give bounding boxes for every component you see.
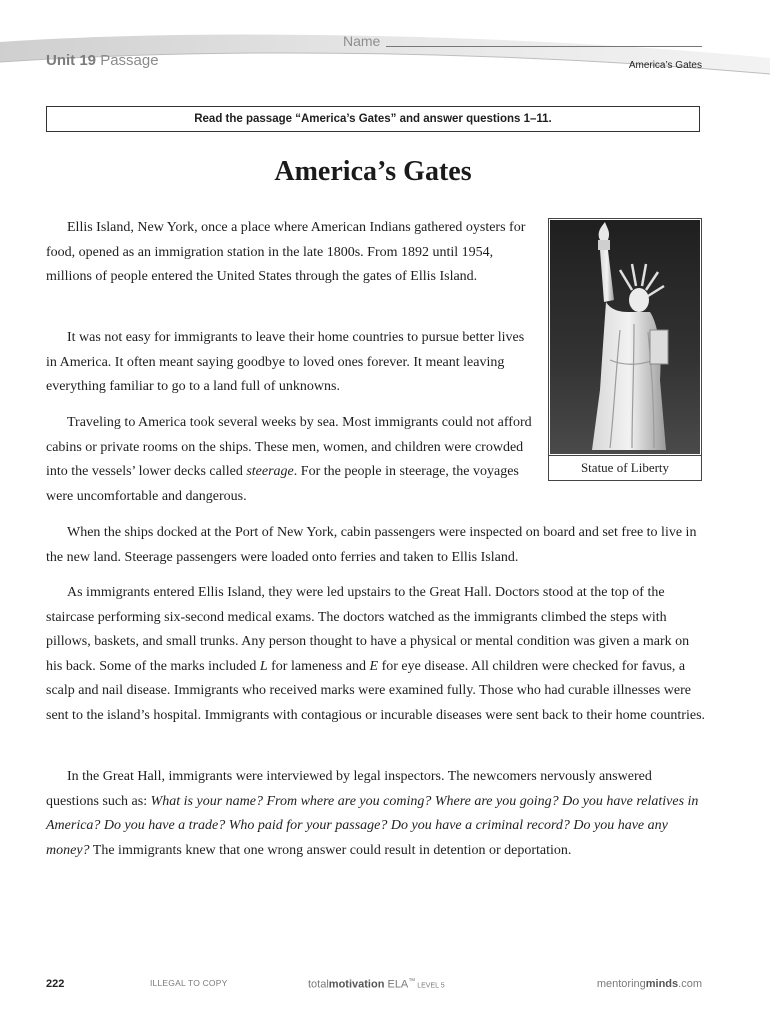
page-title: America’s Gates [274,156,472,187]
website-link[interactable]: mentoringminds.com [596,978,702,990]
paragraph-4: When the ships docked at the Port of New York, cabin passengers were inspected on board and set free to live in the new land. Steerage passengers were loaded onto ferries and taken to Ellis Island. [46,525,697,565]
paragraph-5: As immigrants entered Ellis Island, they were led upstairs to the Great Hall. Doctors stood at the top of the staircase performing six-second medical exams. The doctors watched as the immigrants climbed the steps with pillows, baskets, and small trunks. Any person thought to have a physical or mental condition was given a mark on his back. Some of the marks included L for lameness and E for eye disease. All children were checked for favus, a scalp and nail disease. Immigrants who received marks were examined fully. Those who had curable illnesses were sent to the island’s hospital. Immigrants with contagious or incurable diseases were sent back to their home countries. [46,585,706,723]
mark-l: L [259,658,268,674]
instructions-box: Read the passage “America’s Gates” and answer questions 1–11. [46,106,700,132]
name-field-line[interactable] [386,46,702,47]
unit-word: Passage [100,52,159,69]
statue-of-liberty-photo [550,220,700,454]
photo-caption: Statue of Liberty [549,455,701,480]
passage-tag: America’s Gates [628,60,702,71]
term-steerage: steerage [246,464,294,479]
page-number: 222 [46,978,65,990]
paragraph-2: It was not easy for immigrants to leave their home countries to pursue better lives in America. It often meant saying goodbye to loved ones forever. It meant leaving everything familiar to go to a land full of unknowns. [46,330,525,394]
unit-number: Unit 19 [46,52,97,69]
statue-of-liberty-figure [548,218,702,481]
paragraph-1: Ellis Island, New York, once a place where American Indians gathered oysters for food, opened as an immigration station in the late 1800s. From 1892 until 1954, millions of people entered the United States through the gates of Ellis Island. [46,220,526,284]
brand-logo: totalmotivation ELA™ LEVEL 5 [308,978,445,991]
paragraph-3: Traveling to America took several weeks by sea. Most immigrants could not afford cabins or private rooms on the ships. These men, women, and children were crowded into the vessels’ lower decks called steerage. For the people in steerage, the voyages were uncomfortable and dangerous. [46,415,532,504]
paragraph-6: In the Great Hall, immigrants were interviewed by legal inspectors. The newcomers nervously answered questions such as: What is your name? From where are you coming? Where are you going? Do you have relatives in America? Do you have a trade? Who paid for your passage? Do you have a criminal record? Do you have any money? The immigrants knew that one wrong answer could result in detention or deportation. [46,769,699,858]
copy-notice: ILLEGAL TO COPY [150,978,228,988]
unit-label [46,52,159,69]
inspector-questions: What is your name? From where are you coming? Where are you going? Do you have relatives in America? Do you have a trade? Who paid for your passage? Do you have a criminal record? Do you have any money? [46,793,699,858]
name-label: Name [343,33,381,49]
mark-e: E [369,658,379,674]
